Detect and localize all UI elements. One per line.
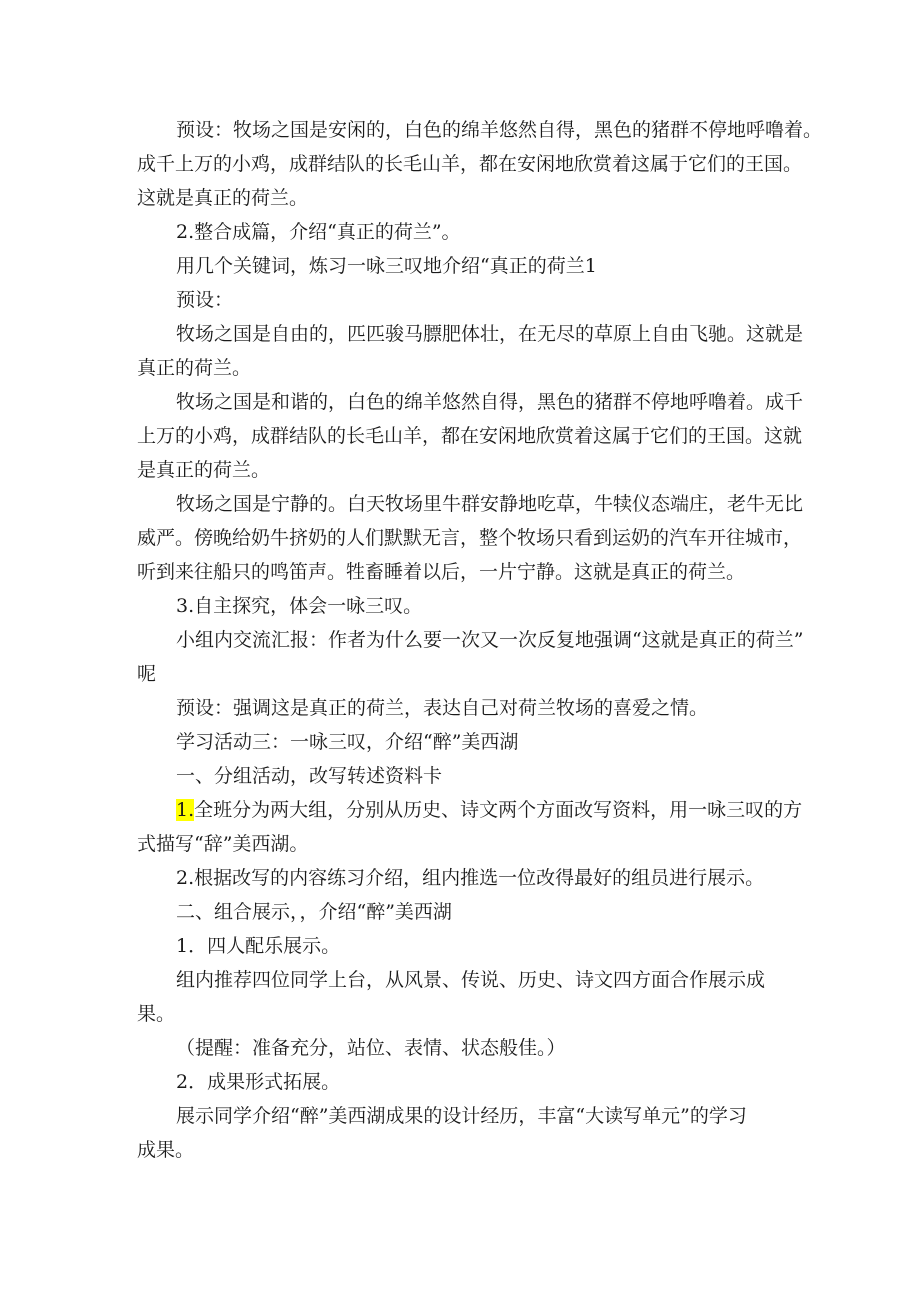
paragraph-line: 预设：牧场之国是安闲的，白色的绵羊悠然自得，黑色的猪群不停地呼噜着。 <box>176 119 823 141</box>
paragraph-line: 上万的小鸡，成群结队的长毛山羊，都在安闲地欣赏着这属于它们的王国。这就 <box>137 425 803 447</box>
section-heading: 3.自主探究，体会一咏三叹。 <box>176 595 423 617</box>
paragraph-line: 是真正的荷兰。 <box>137 459 271 481</box>
paragraph-line: 听到来往船只的鸣笛声。牲畜睡着以后，一片宁静。这就是真正的荷兰。 <box>137 561 746 583</box>
paragraph-line: 成千上万的小鸡，成群结队的长毛山羊，都在安闲地欣赏着这属于它们的王国。 <box>137 153 803 175</box>
section-heading: 二、组合展示，，介绍“醉”美西湖 <box>176 901 452 923</box>
section-heading: 学习活动三：一咏三叹，介绍“醉”美西湖 <box>176 731 519 753</box>
section-heading: 一、分组活动，改写转述资料卡 <box>176 765 443 787</box>
paragraph-line: 展示同学介绍“醉”美西湖成果的设计经历，丰富“大读写单元”的学习 <box>176 1105 747 1127</box>
section-heading: 2.整合成篇，介绍“真正的荷兰”。 <box>176 221 461 243</box>
paragraph-line: 成果。 <box>137 1139 195 1161</box>
paragraph-line: 式描写“辞”美西湖。 <box>137 833 309 855</box>
paragraph-line: 组内推荐四位同学上台，从风景、传说、历史、诗文四方面合作展示成 <box>176 969 766 991</box>
paragraph-line: 这就是真正的荷兰。 <box>137 187 309 209</box>
section-heading: 1．四人配乐展示。 <box>176 935 341 957</box>
paragraph-line: 牧场之国是和谐的，白色的绵羊悠然自得，黑色的猪群不停地呼噜着。成千 <box>176 391 804 413</box>
paragraph-line: 威严。傍晚给奶牛挤奶的人们默默无言，整个牧场只看到运奶的汽车开往城市， <box>137 527 803 549</box>
paragraph-line: 2.根据改写的内容练习介绍，组内推选一位改得最好的组员进行展示。 <box>176 867 765 889</box>
paragraph-line: 牧场之国是自由的，匹匹骏马膘肥体壮，在无尽的草原上自由飞驰。这就是 <box>176 323 804 345</box>
paragraph-line: 真正的荷兰。 <box>137 357 252 379</box>
paragraph-text: 全班分为两大组，分别从历史、诗文两个方面改写资料，用一咏三叹的方 <box>194 799 803 821</box>
paragraph-line: 预设： <box>176 289 234 311</box>
section-heading: 2．成果形式拓展。 <box>176 1071 341 1093</box>
paragraph-line: 牧场之国是宁静的。白天牧场里牛群安静地吃草，牛犊仪态端庄，老牛无比 <box>176 493 804 515</box>
paragraph-line: 预设：强调这是真正的荷兰，表达自己对荷兰牧场的喜爱之情。 <box>176 697 709 719</box>
paragraph-line: 果。 <box>137 1003 176 1025</box>
paragraph-line: （提醒：准备充分，站位、表情、状态般佳。） <box>176 1037 566 1059</box>
highlighted-number: 1. <box>176 799 195 821</box>
paragraph-line: 小组内交流汇报：作者为什么要一次又一次反复地强调“这就是真正的荷兰” <box>176 629 804 651</box>
paragraph-line <box>176 793 802 827</box>
paragraph-line: 呢 <box>137 663 157 685</box>
paragraph-line: 用几个关键词，炼习一咏三叹地介绍“真正的荷兰1 <box>176 255 597 277</box>
